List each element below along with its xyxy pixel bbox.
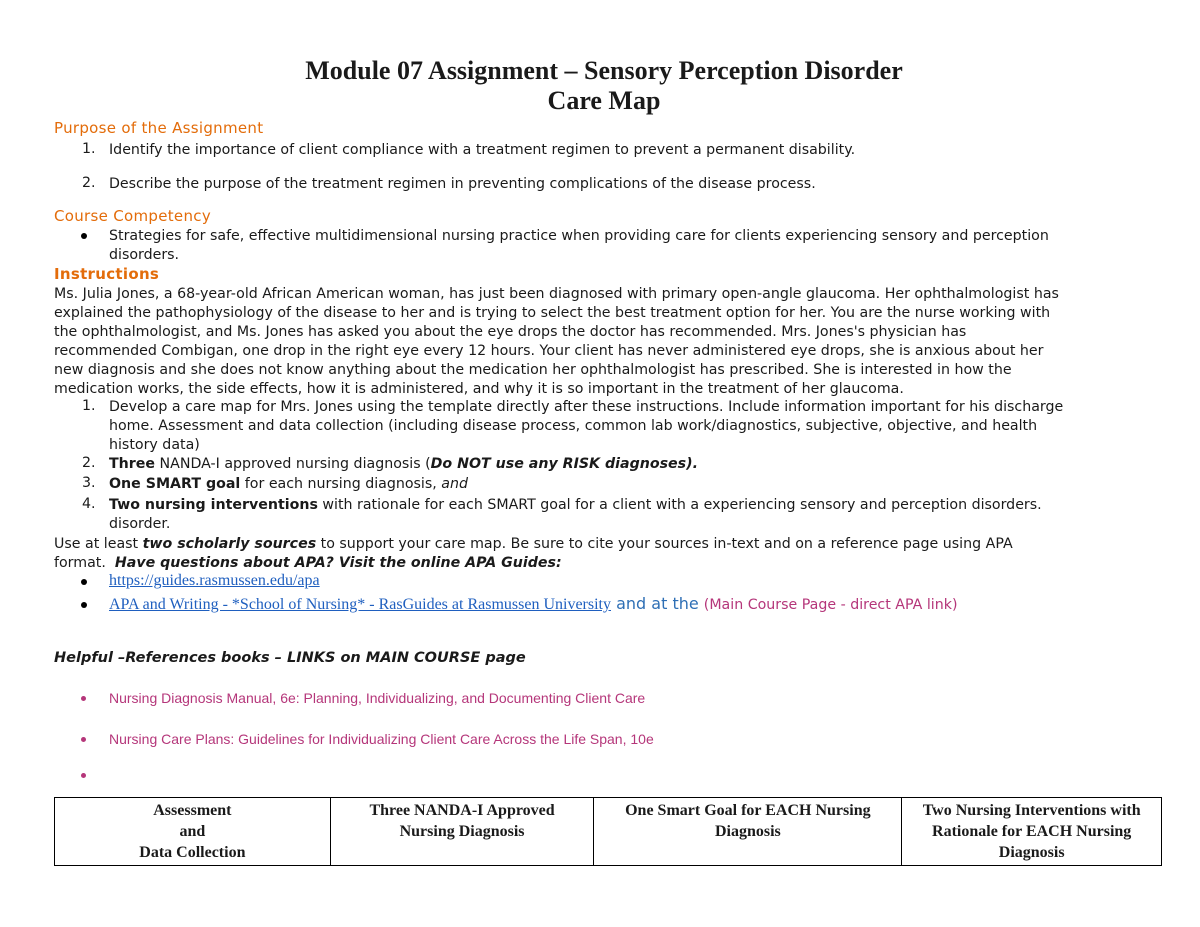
bullet-icon <box>81 737 86 742</box>
header-text: and <box>179 823 206 840</box>
step-2-bold-italic: Do NOT use any RISK diagnoses). <box>430 456 698 472</box>
header-smart-goal <box>594 798 902 866</box>
step-2 <box>109 455 1149 474</box>
purpose-num-1: 1. <box>82 141 96 157</box>
paragraph-line: new diagnosis and she does not know anything about the medication her ophthalmologist has prescribed. She is interested in how the <box>54 362 1012 378</box>
book-link-1[interactable]: Nursing Diagnosis Manual, 6e: Planning, Individualizing, and Documenting Client Care <box>109 690 646 706</box>
step-num-2: 2. <box>82 455 96 471</box>
competency-item <box>109 227 1149 265</box>
step-1-line: history data) <box>109 437 200 453</box>
link-connector-text: and at the <box>611 594 704 613</box>
header-text: Data Collection <box>139 844 246 861</box>
sources-suffix: to support your care map. Be sure to cite your sources in-text and on a reference page using APA <box>316 536 1013 552</box>
purpose-item-1: Identify the importance of client compliance with a treatment regimen to prevent a permanent disability. <box>109 142 856 158</box>
header-text: Rationale for EACH Nursing <box>932 823 1132 840</box>
document-title <box>54 56 1154 116</box>
step-4-bold: Two nursing interventions <box>109 497 318 513</box>
step-3-text: for each nursing diagnosis, <box>240 476 442 492</box>
book-link-2[interactable]: Nursing Care Plans: Guidelines for Individualizing Client Care Across the Life Span, 10e <box>109 731 654 747</box>
title-line-1: Module 07 Assignment – Sensory Perception Disorder <box>305 56 903 85</box>
sources-paragraph <box>54 535 1154 573</box>
header-text: Diagnosis <box>998 844 1065 861</box>
link-item-2 <box>109 594 1149 615</box>
sources-bold: two scholarly sources <box>142 536 317 552</box>
header-text: Assessment <box>153 802 232 819</box>
step-num-3: 3. <box>82 475 96 491</box>
care-map-table <box>54 797 1162 866</box>
header-text: One Smart Goal for EACH Nursing <box>625 802 871 819</box>
paragraph-line: Ms. Julia Jones, a 68-year-old African American woman, has just been diagnosed with primary open-angle glaucoma. Her ophthalmologist has <box>54 286 1059 302</box>
step-1 <box>109 398 1149 455</box>
title-line-2: Care Map <box>547 86 661 115</box>
purpose-item-2: Describe the purpose of the treatment regimen in preventing complications of the disease process. <box>109 176 816 192</box>
header-text: Three NANDA-I Approved <box>369 802 555 819</box>
helpful-heading: Helpful –References books – LINKS on MAIN COURSE page <box>54 650 526 666</box>
step-2-bold: Three <box>109 456 156 472</box>
step-num-1: 1. <box>82 398 96 414</box>
step-3 <box>109 475 1149 494</box>
link-item-1 <box>109 571 1149 591</box>
step-1-line: Develop a care map for Mrs. Jones using the template directly after these instructions. Include information important for his discharge <box>109 399 1064 415</box>
sources-line2-bold: Have questions about APA? Visit the online APA Guides: <box>114 555 562 571</box>
header-nursing-diagnosis <box>330 798 594 866</box>
apa-writing-link[interactable]: APA and Writing - *School of Nursing* - RasGuides at Rasmussen University <box>109 596 611 613</box>
table-header-row <box>55 798 1162 866</box>
step-4-line-2: disorder. <box>109 516 171 532</box>
competency-line-1: Strategies for safe, effective multidimensional nursing practice when providing care for clients experiencing sensory and perception <box>109 228 1049 244</box>
step-4-text: with rationale for each SMART goal for a client with a experiencing sensory and perception disorders. <box>317 497 1042 513</box>
step-2-text: NANDA-I approved nursing diagnosis ( <box>155 456 431 472</box>
empty-bullet-icon <box>81 773 86 778</box>
step-num-4: 4. <box>82 496 96 512</box>
bullet-icon <box>81 233 87 239</box>
paragraph-line: explained the pathophysiology of the disease to her and is trying to select the best treatment option for her. You are the nurse working with <box>54 305 1051 321</box>
header-text: Two Nursing Interventions with <box>922 802 1141 819</box>
step-1-line: home. Assessment and data collection (including disease process, common lab work/diagnostics, subjective, objective, and health <box>109 418 1038 434</box>
sources-line2-prefix: format. <box>54 555 115 571</box>
instructions-heading: Instructions <box>54 265 160 283</box>
purpose-heading: Purpose of the Assignment <box>54 119 264 137</box>
step-4 <box>109 496 1149 534</box>
header-text: Nursing Diagnosis <box>399 823 525 840</box>
step-3-bold: One SMART goal <box>109 476 241 492</box>
sources-prefix: Use at least <box>54 536 143 552</box>
bullet-icon <box>81 602 87 608</box>
main-course-note: (Main Course Page - direct APA link) <box>703 597 958 613</box>
paragraph-line: the ophthalmologist, and Ms. Jones has asked you about the eye drops the doctor has recommended. Mrs. Jones's physician has <box>54 324 967 340</box>
paragraph-line: medication works, the side effects, how it is administered, and why it is so important in the treatment of her glaucoma. <box>54 381 904 397</box>
bullet-icon <box>81 579 87 585</box>
paragraph-line: recommended Combigan, one drop in the right eye every 12 hours. Your client has never administered eye drops, she is anxious about her <box>54 343 1044 359</box>
header-assessment <box>55 798 331 866</box>
competency-line-2: disorders. <box>109 247 180 263</box>
purpose-num-2: 2. <box>82 175 96 191</box>
apa-guides-link[interactable]: https://guides.rasmussen.edu/apa <box>109 572 320 589</box>
instructions-paragraph <box>54 285 1154 399</box>
step-3-italic: and <box>441 476 468 492</box>
competency-heading: Course Competency <box>54 207 211 225</box>
bullet-icon <box>81 696 86 701</box>
header-text: Diagnosis <box>714 823 781 840</box>
header-interventions <box>902 798 1162 866</box>
